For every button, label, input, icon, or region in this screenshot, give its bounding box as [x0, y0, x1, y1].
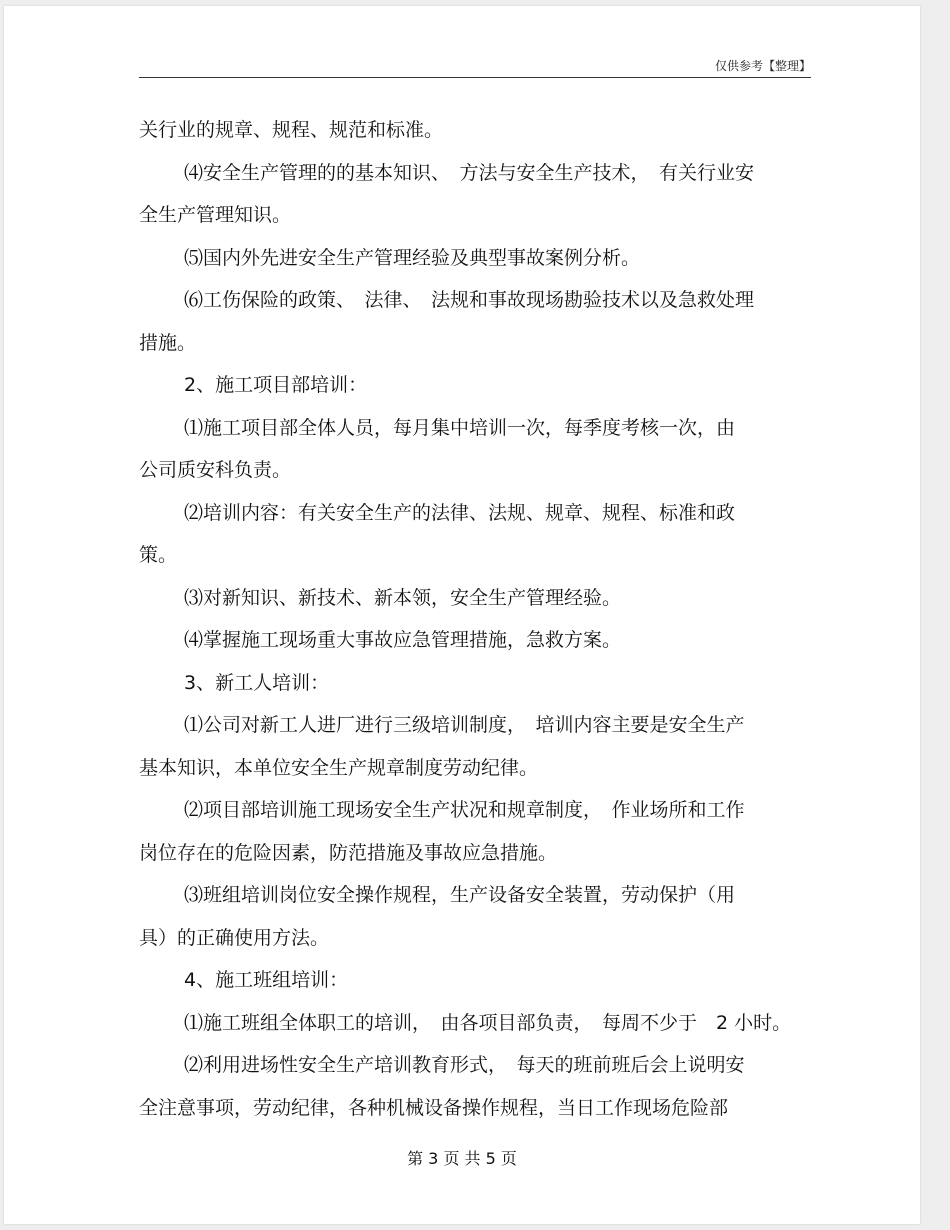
- paragraph-line: 具）的正确使用方法。: [139, 926, 330, 949]
- paragraph-line: ⑷安全生产管理的的基本知识、 方法与安全生产技术， 有关行业安: [184, 161, 755, 184]
- paragraph-line: ⑴施工项目部全体人员，每月集中培训一次，每季度考核一次，由: [184, 416, 736, 439]
- section-heading: 3、新工人培训：: [184, 671, 330, 694]
- paragraph-line: 全注意事项，劳动纪律，各种机械设备操作规程，当日工作现场危险部: [139, 1096, 729, 1119]
- paragraph-line: ⑴施工班组全体职工的培训， 由各项目部负责， 每周不少于 2 小时。: [184, 1011, 792, 1034]
- document-body: [139, 109, 819, 1129]
- paragraph-line: ⑶对新知识、新技术、新本领，安全生产管理经验。: [184, 586, 622, 609]
- paragraph-line: ⑷掌握施工现场重大事故应急管理措施，急救方案。: [184, 629, 622, 651]
- paragraph-line: ⑵项目部培训施工现场安全生产状况和规章制度， 作业场所和工作: [184, 799, 745, 821]
- paragraph-line: 措施。: [139, 331, 197, 354]
- page-header-note: 仅供参考【整理】: [714, 59, 811, 73]
- paragraph-line: 岗位存在的危险因素，防范措施及事故应急措施。: [139, 841, 558, 864]
- paragraph-line: 基本知识，本单位安全生产规章制度劳动纪律。: [139, 756, 539, 779]
- paragraph-line: ⑹工伤保险的政策、 法律、 法规和事故现场勘验技术以及急救处理: [184, 289, 755, 311]
- paragraph-line: ⑵利用进场性安全生产培训教育形式， 每天的班前班后会上说明安: [184, 1054, 745, 1076]
- paragraph-line: 关行业的规章、规程、规范和标准。: [139, 119, 444, 141]
- document-page: [4, 6, 920, 1224]
- paragraph-line: 策。: [139, 544, 178, 566]
- paragraph-line: ⑶班组培训岗位安全操作规程，生产设备安全装置，劳动保护（用: [184, 884, 736, 906]
- paragraph-line: 全生产管理知识。: [139, 204, 292, 226]
- section-heading: 4、施工班组培训：: [184, 969, 349, 991]
- paragraph-line: ⑴公司对新工人进厂进行三级培训制度， 培训内容主要是安全生产: [184, 714, 745, 736]
- paragraph-line: ⑵培训内容：有关安全生产的法律、法规、规章、规程、标准和政: [184, 501, 736, 524]
- page-footer-number: 第 3 页 共 5 页: [407, 1149, 517, 1168]
- paragraph-line: ⑸国内外先进安全生产管理经验及典型事故案例分析。: [184, 246, 641, 269]
- header-divider: [139, 77, 811, 78]
- section-heading: 2、施工项目部培训：: [184, 374, 368, 396]
- paragraph-line: 公司质安科负责。: [139, 459, 292, 481]
